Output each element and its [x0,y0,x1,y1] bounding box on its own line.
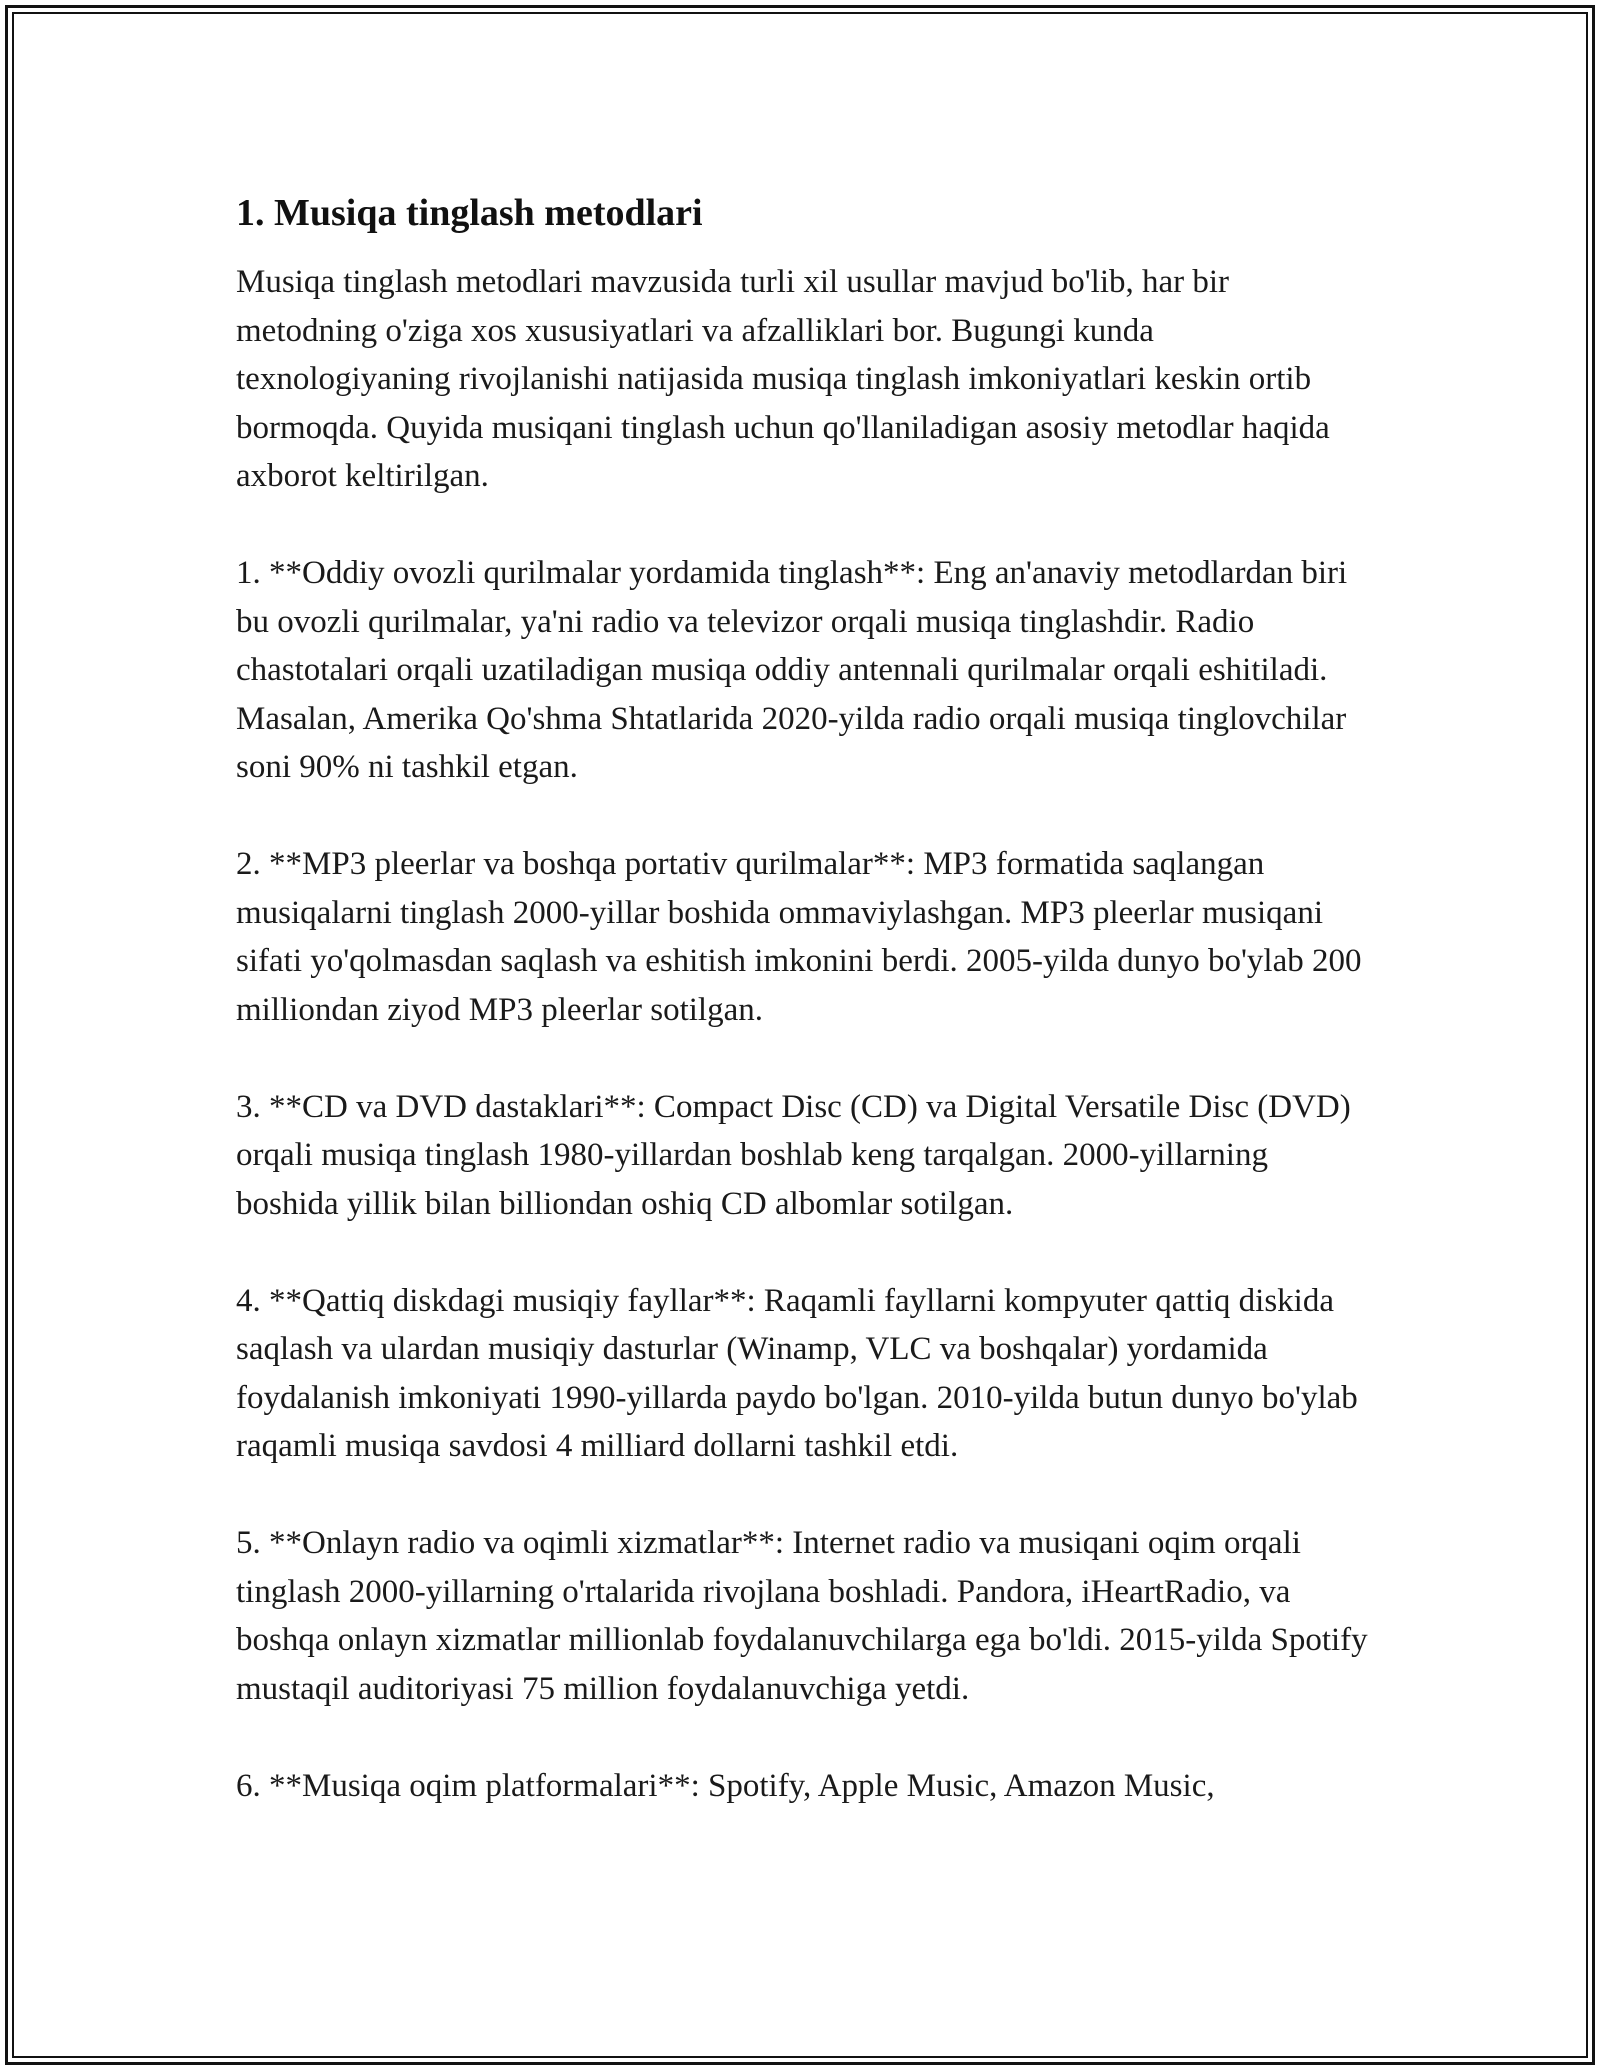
method-6-paragraph: 6. **Musiqa oqim platformalari**: Spotify, Apple Music, Amazon Music, [236,1767,1215,1804]
section-heading: 1. Musiqa tinglash metodlari [236,192,703,234]
method-4-paragraph: 4. **Qattiq diskdagi musiqiy fayllar**: Raqamli fayllarni kompyuter qattiq diskida saqlash va ulardan musiqiy dasturlar (Winamp, VLC va boshqalar) yordamida foydalanish imkoniyati 1990-yillarda paydo bo'lgan. 2010-yilda butun dunyo bo'ylab raqamli musiqa savdosi 4 milliard dollarni tashkil etdi. [236,1282,1358,1464]
document-body [236,188,1376,1859]
intro-paragraph: Musiqa tinglash metodlari mavzusida turli xil usullar mavjud bo'lib, har bir metodning o'ziga xos xususiyatlari va afzalliklari bor. Bugungi kunda texnologiyaning rivojlanishi natijasida musiqa tinglash imkoniyatlari keskin ortib bormoqda. Quyida musiqani tinglash uchun qo'llaniladigan asosiy metodlar haqida axborot keltirilgan. [236,264,1330,494]
method-3-paragraph: 3. **CD va DVD dastaklari**: Compact Disc (CD) va Digital Versatile Disc (DVD) orqali musiqa tinglash 1980-yillardan boshlab keng tarqalgan. 2000-yillarning boshida yillik bilan billiondan oshiq CD albomlar sotilgan. [236,1088,1351,1222]
method-5-paragraph: 5. **Onlayn radio va oqimli xizmatlar**: Internet radio va musiqani oqim orqali tinglash 2000-yillarning o'rtalarida rivojlana boshladi. Pandora, iHeartRadio, va boshqa onlayn xizmatlar millionlab foydalanuvchilarga ega bo'ldi. 2015-yilda Spotify mustaqil auditoriyasi 75 million foydalanuvchiga yetdi. [236,1525,1368,1707]
method-1-paragraph: 1. **Oddiy ovozli qurilmalar yordamida tinglash**: Eng an'anaviy metodlardan biri bu ovozli qurilmalar, ya'ni radio va televizor orqali musiqa tinglashdir. Radio chastotalari orqali uzatiladigan musiqa oddiy antennali qurilmalar orqali eshitiladi. Masalan, Amerika Qo'shma Shtatlarida 2020-yilda radio orqali musiqa tinglovchilar soni 90% ni tashkil etgan. [236,555,1348,785]
method-2-paragraph: 2. **MP3 pleerlar va boshqa portativ qurilmalar**: MP3 formatida saqlangan musiqalarni tinglash 2000-yillar boshida ommaviylashgan. MP3 pleerlar musiqani sifati yo'qolmasdan saqlash va eshitish imkonini berdi. 2005-yilda dunyo bo'ylab 200 milliondan ziyod MP3 pleerlar sotilgan. [236,846,1362,1028]
